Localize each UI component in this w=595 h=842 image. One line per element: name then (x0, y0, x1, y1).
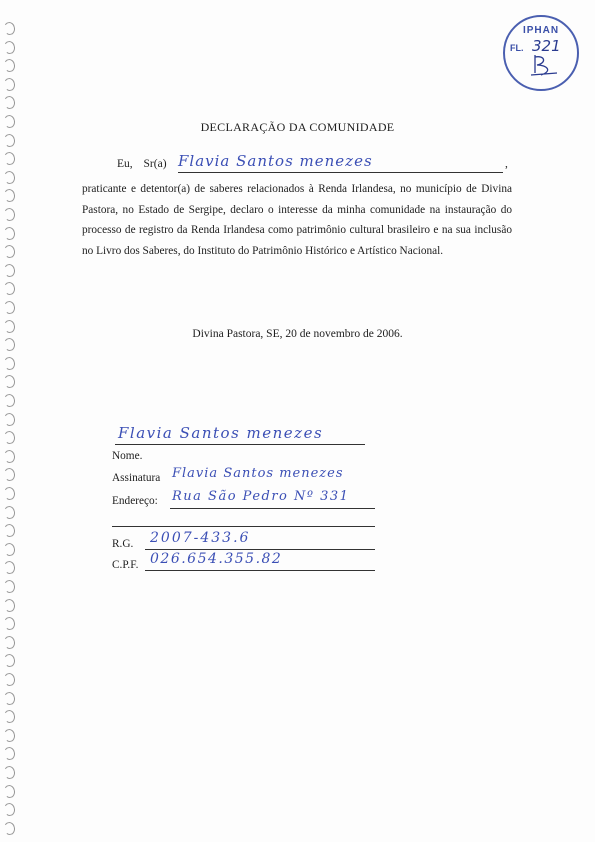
rg-label: R.G. (112, 538, 134, 550)
greeting-line (117, 158, 167, 170)
binder-hole (3, 598, 16, 613)
binder-hole (3, 672, 16, 687)
rg-value: 2007-433.6 (150, 530, 251, 546)
binder-hole (3, 449, 16, 464)
binder-hole (3, 170, 16, 185)
binder-hole (3, 802, 16, 817)
binder-hole (3, 765, 16, 780)
binder-hole (3, 244, 16, 259)
binder-hole (3, 263, 16, 278)
signature-handwritten: Flavia Santos menezes (118, 424, 324, 442)
binder-hole (3, 356, 16, 371)
binder-hole (3, 486, 16, 501)
declarant-name-handwritten: Flavia Santos menezes (178, 152, 373, 170)
greeting-prefix: Eu, (117, 158, 133, 170)
assinatura-value: Flavia Santos menezes (172, 466, 344, 481)
binder-hole (3, 691, 16, 706)
binder-hole (3, 282, 16, 297)
binder-hole (3, 616, 16, 631)
binder-hole (3, 523, 16, 538)
binder-hole (3, 505, 16, 520)
binder-hole (3, 207, 16, 222)
cpf-label: C.P.F. (112, 559, 139, 571)
binder-hole (3, 96, 16, 111)
name-label: Nome. (112, 450, 143, 462)
stamp-fl-label: FL. (510, 43, 524, 53)
blank-line (112, 526, 375, 527)
binder-hole (3, 784, 16, 799)
cpf-line (145, 570, 375, 571)
endereco-value: Rua São Pedro Nº 331 (172, 489, 350, 504)
assinatura-label: Assinatura (112, 472, 161, 484)
binder-hole (3, 654, 16, 669)
binder-hole (3, 542, 16, 557)
binder-hole (3, 430, 16, 445)
binder-hole (3, 226, 16, 241)
endereco-label: Endereço: (112, 495, 158, 507)
binder-hole (3, 21, 16, 36)
stamp-initials-icon (529, 53, 559, 77)
binder-hole (3, 77, 16, 92)
binder-hole (3, 561, 16, 576)
stamp-brand: IPHAN (522, 25, 560, 36)
binder-hole (3, 375, 16, 390)
date-line: Divina Pastora, SE, 20 de novembro de 2006. (192, 328, 403, 340)
binder-hole (3, 821, 16, 836)
binder-hole (3, 58, 16, 73)
endereco-line (170, 508, 375, 509)
binder-hole (3, 151, 16, 166)
stamp-page-number: 321 (532, 37, 561, 55)
binder-hole (3, 189, 16, 204)
binder-hole (3, 747, 16, 762)
binder-hole (3, 40, 16, 55)
binder-hole (3, 300, 16, 315)
sr-label: Sr(a) (143, 158, 167, 170)
binder-hole (3, 412, 16, 427)
declarant-name-line (178, 172, 503, 173)
binder-hole (3, 635, 16, 650)
rg-line (145, 549, 375, 550)
binder-hole (3, 709, 16, 724)
declarant-suffix: , (505, 158, 508, 170)
cpf-value: 026.654.355.82 (150, 551, 283, 567)
document-title: DECLARAÇÃO DA COMUNIDADE (200, 120, 395, 134)
iphan-stamp (503, 15, 579, 91)
binder-hole (3, 579, 16, 594)
binder-hole (3, 393, 16, 408)
signature-line (115, 444, 365, 445)
binder-hole (3, 468, 16, 483)
binder-hole (3, 728, 16, 743)
declaration-body: praticante e detentor(a) de saberes relacionados à Renda Irlandesa, no município de Divina Pastora, no Estado de Sergipe, declaro o interesse da minha comunidade na instauração do processo de registro da Renda Irlandesa como patrimônio cultural brasileiro e na sua inclusão no Livro dos Saberes, do Instituto do Patrimônio Histórico e Artístico Nacional. (82, 183, 512, 257)
